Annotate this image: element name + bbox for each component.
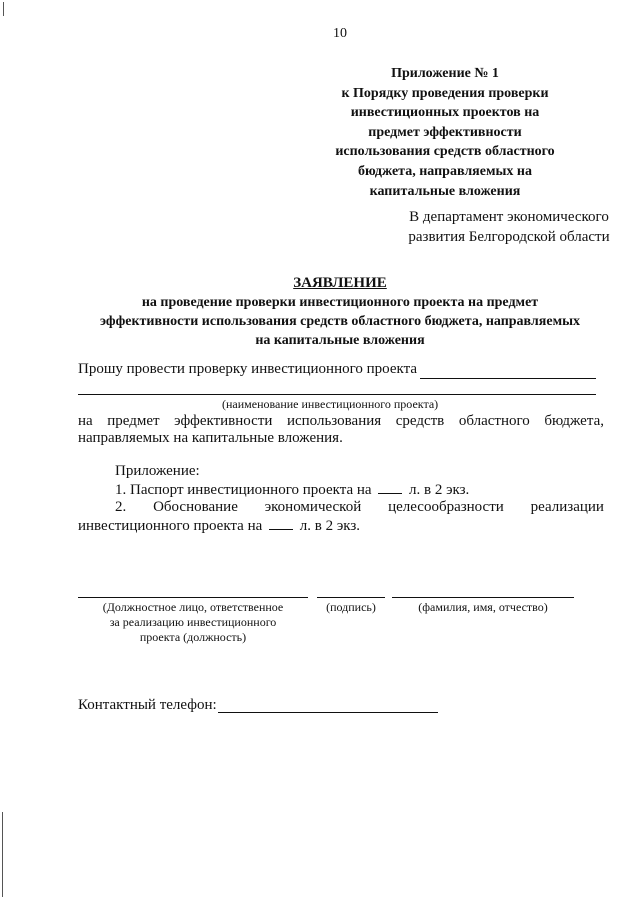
purpose-word: предмет [107,413,160,429]
pages-count-field-2[interactable] [269,517,293,530]
purpose-word: областного [458,413,530,429]
official-position-field[interactable] [78,597,308,598]
attachment-2-word: целесообразности [388,499,504,515]
purpose-word: средств [395,413,445,429]
appendix-reference [330,64,560,201]
contact-phone-label: Контактный телефон: [78,697,217,713]
addressee-line: развития Белгородской области [408,229,610,245]
caption-line: проекта (должность) [139,630,247,644]
attachment-2-word: 2. [115,499,127,515]
purpose-word: бюджета, [544,413,604,429]
document-title: ЗАЯВЛЕНИЕ [293,275,387,291]
full-name-caption: (фамилия, имя, отчество) [418,600,548,614]
scan-edge-mark-top [3,2,4,16]
full-name-field[interactable] [392,597,574,598]
scan-edge-mark-bottom [2,812,3,897]
page-number: 10 [333,26,347,41]
attachment-2-suffix: л. в 2 экз. [299,518,361,534]
addressee-line: В департамент экономического [409,209,609,225]
document-heading [60,274,620,350]
appendix-line: бюджета, направляемых на [358,163,532,179]
appendix-line: капитальные вложения [369,183,521,199]
appendix-line: к Порядку проведения проверки [341,85,549,101]
appendix-line: использования средств областного [335,144,555,160]
attachment-1-text: 1. Паспорт инвестиционного проекта на [115,482,372,498]
attachment-1-suffix: л. в 2 экз. [409,482,470,498]
attachment-2-word: экономической [264,499,362,515]
signature-caption: (подпись) [326,600,376,614]
addressee-block [399,207,619,247]
official-position-caption [78,600,308,645]
purpose-word: эффективности [174,413,273,429]
appendix-line: инвестиционных проектов на [350,105,540,121]
attachment-2-word: Обоснование [153,499,238,515]
project-name-field[interactable] [420,378,596,379]
appendix-line: Приложение № 1 [391,66,499,81]
attachment-2-word: реализации [530,499,604,515]
request-text: Прошу провести проверку инвестиционного проекта [78,361,417,377]
signature-field[interactable] [317,597,385,598]
attachment-2-text: инвестиционного проекта на [78,518,263,534]
purpose-line [78,413,604,430]
purpose-line-2: направляемых на капитальные вложения. [78,430,343,446]
contact-phone-field[interactable] [218,712,438,713]
caption-line: (Должностное лицо, ответственное [102,600,284,614]
attachment-item-2 [115,499,604,516]
attachment-item-1 [115,481,469,499]
project-name-caption: (наименование инвестиционного проекта) [222,397,439,411]
heading-line: на проведение проверки инвестиционного проекта на предмет [141,295,539,310]
heading-line: на капитальные вложения [255,333,425,348]
purpose-word: на [78,413,93,429]
project-name-field-continuation[interactable] [78,394,596,395]
pages-count-field[interactable] [378,481,402,494]
caption-line: за реализацию инвестиционного [109,615,277,629]
attachments-label: Приложение: [115,463,200,479]
appendix-line: предмет эффективности [368,124,522,140]
attachment-item-2-continuation [78,517,360,535]
heading-line: эффективности использования средств областного бюджета, направляемых [99,314,581,329]
purpose-word: использования [286,413,382,429]
